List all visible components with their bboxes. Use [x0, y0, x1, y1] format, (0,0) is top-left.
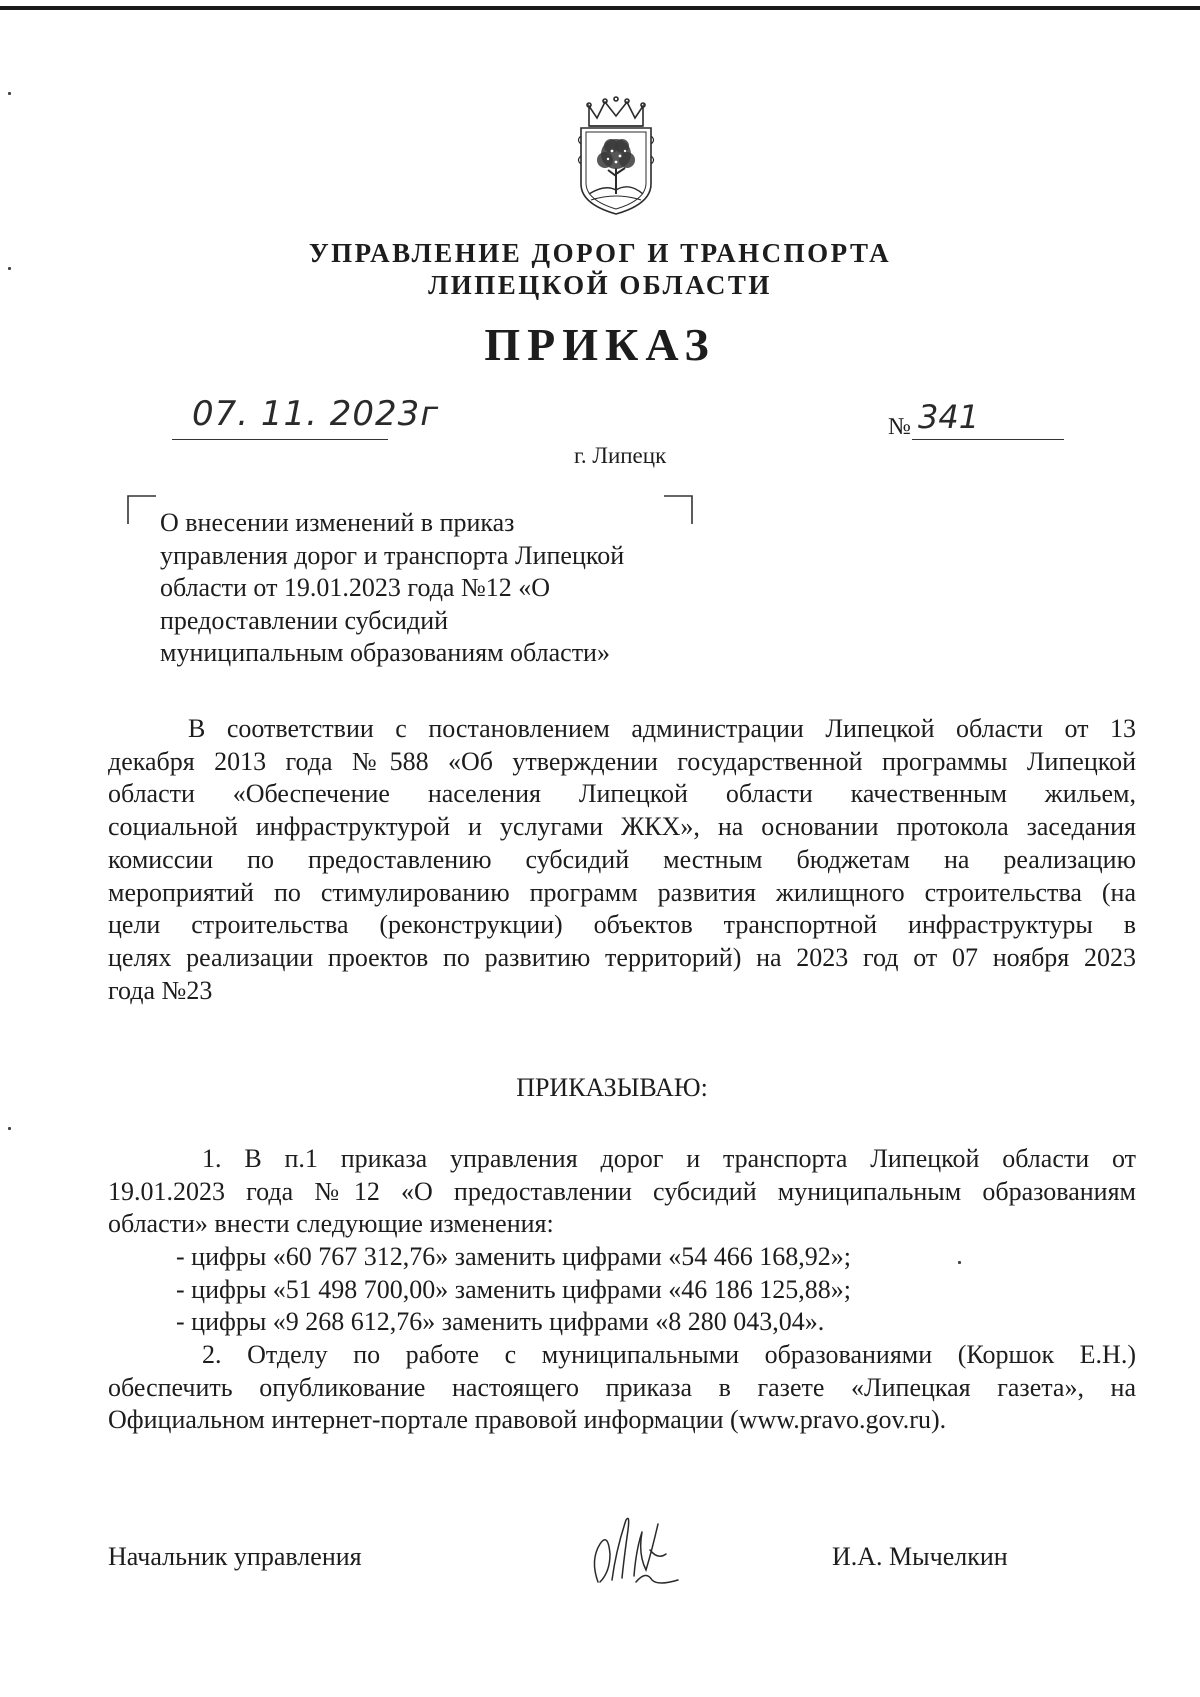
- document-title: ПРИКАЗ: [484, 319, 716, 370]
- subject-line: управления дорог и транспорта Липецкой: [160, 540, 625, 570]
- item-1-line: области» внести следующие изменения:: [108, 1209, 554, 1239]
- preamble-line: целях реализации проектов по развитию территорий) на 2023 год от 07 ноября 2023: [108, 942, 1136, 972]
- preamble-line: социальной инфраструктурой и услугами ЖКХ», на основании протокола заседания: [108, 812, 1136, 842]
- city-label: г. Липецк: [574, 443, 667, 468]
- handwritten-signature: [586, 1510, 696, 1590]
- preamble-line: цели строительства (реконструкции) объектов транспортной инфраструктуры в: [108, 910, 1136, 940]
- handwritten-date: 07. 11. 2023г: [192, 394, 440, 434]
- subject-line: муниципальным образованиям области»: [160, 638, 610, 667]
- item-2-line: обеспечить опубликование настоящего приказа в газете «Липецкая газета», на: [108, 1372, 1136, 1402]
- item-2-paragraph: [108, 1339, 1136, 1437]
- item-1-paragraph: [108, 1143, 1136, 1241]
- order-heading: ПРИКАЗЫВАЮ:: [516, 1073, 708, 1102]
- preamble-line: комиссии по предоставлению субсидий местным бюджетам на реализацию: [108, 844, 1136, 874]
- signatory-name: И.А. Мычелкин: [832, 1542, 1008, 1571]
- item-1-line: 19.01.2023 года №12 «О предоставлении субсидий муниципальным образованиям: [108, 1176, 1136, 1206]
- subject-line: предоставлении субсидий: [160, 605, 449, 635]
- subject-line: О внесении изменений в приказ: [160, 508, 515, 537]
- organization-name-line-1: УПРАВЛЕНИЕ ДОРОГ И ТРАНСПОРТА: [308, 238, 892, 268]
- coat-of-arms-emblem: [575, 96, 657, 218]
- scan-speck: [8, 1127, 11, 1130]
- organization-name-line-2: ЛИПЕЦКОЙ ОБЛАСТИ: [428, 270, 772, 300]
- change-item: - цифры «51 498 700,00» заменить цифрами «46 186 125,88»;: [176, 1274, 851, 1304]
- subject-block: [160, 507, 624, 670]
- preamble-paragraph: [108, 713, 1136, 1007]
- preamble-line: области «Обеспечение населения Липецкой области качественным жильем,: [108, 779, 1136, 809]
- preamble-line: В соответствии с постановлением администрации Липецкой области от 13: [188, 714, 1136, 743]
- subject-line: области от 19.01.2023 года №12 «О: [160, 573, 551, 602]
- item-1-line: 1. В п.1 приказа управления дорог и транспорта Липецкой области от: [202, 1144, 1136, 1173]
- handwritten-number: 341: [918, 398, 980, 436]
- number-underline: [912, 439, 1064, 440]
- change-item: - цифры «9 268 612,76» заменить цифрами «8 280 043,04».: [176, 1307, 825, 1337]
- number-label: №: [888, 414, 911, 440]
- scan-top-border: [0, 6, 1200, 10]
- preamble-line: года №23: [108, 975, 213, 1005]
- change-item: - цифры «60 767 312,76» заменить цифрами «54 466 168,92»;: [176, 1242, 851, 1271]
- preamble-line: декабря 2013 года №588 «Об утверждении государственной программы Липецкой: [108, 746, 1136, 776]
- signatory-position: Начальник управления: [108, 1542, 362, 1571]
- date-underline: [172, 439, 388, 440]
- subject-right-bracket: [662, 494, 696, 526]
- item-2-line: Официальном интернет-портале правовой информации (www.pravo.gov.ru).: [108, 1405, 947, 1435]
- scan-speck: [958, 1261, 961, 1264]
- preamble-line: мероприятий по стимулированию программ развития жилищного строительства (на: [108, 877, 1136, 907]
- item-2-line: 2. Отделу по работе с муниципальными образованиями (Коршок Е.Н.): [202, 1340, 1136, 1369]
- changes-list: [176, 1241, 851, 1339]
- scan-speck: [8, 92, 11, 95]
